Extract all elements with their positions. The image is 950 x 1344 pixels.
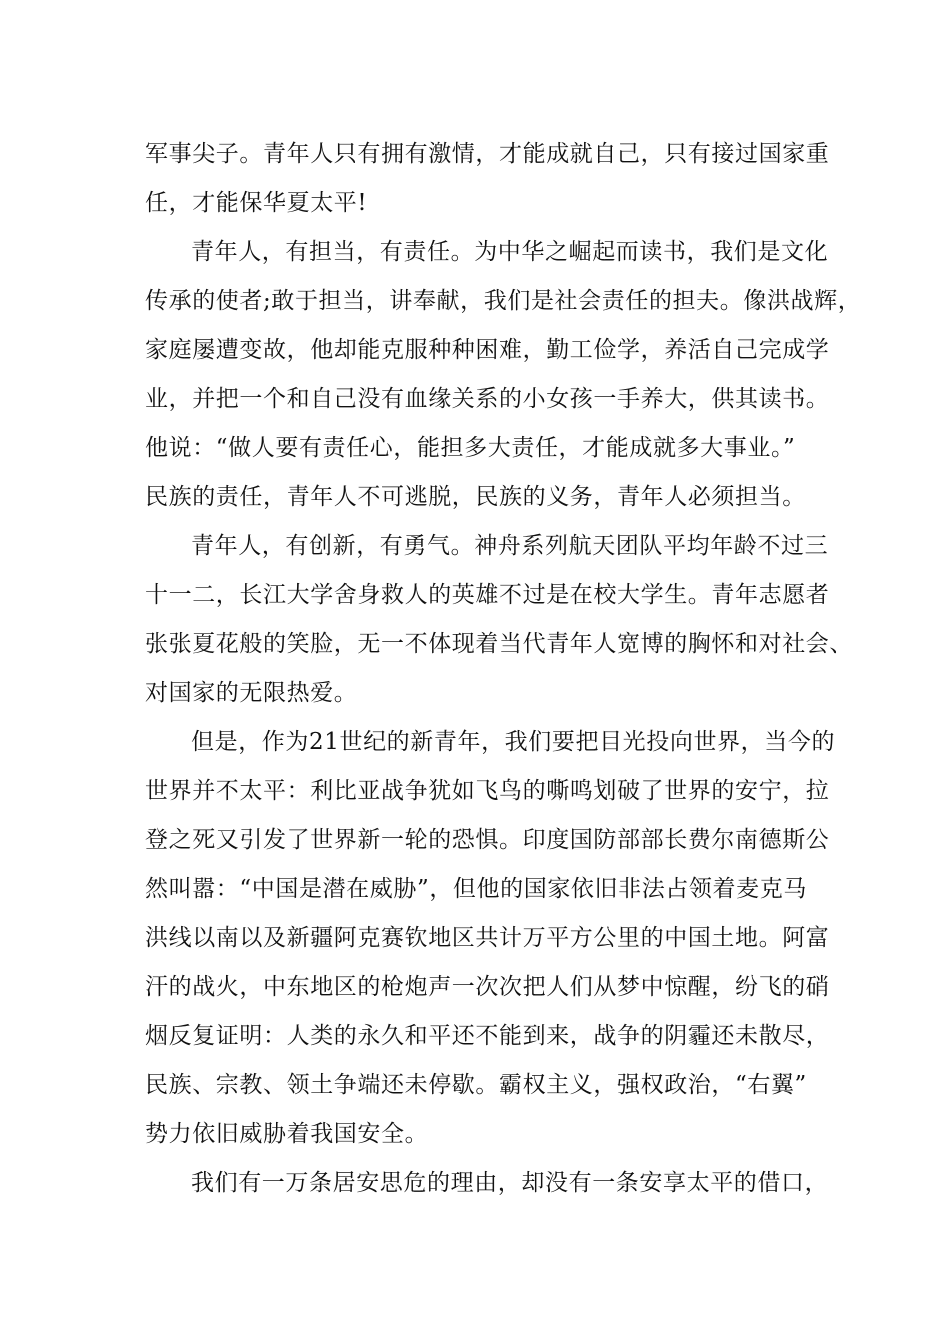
paragraph-first-line: 青年人，有创新，有勇气。神舟系列航天团队平均年龄不过三 [191,533,829,559]
text-line: 任，才能保华夏太平! [145,190,368,216]
paragraph-first-line: 青年人，有担当，有责任。为中华之崛起而读书，我们是文化 [191,239,829,265]
text-line: 民族、宗教、领土争端还未停歇。霸权主义，强权政治，“右翼” [145,1072,807,1098]
text-line: 民族的责任，青年人不可逃脱，民族的义务，青年人必须担当。 [145,484,806,510]
text-line: 烟反复证明：人类的永久和平还不能到来，战争的阴霾还未散尽， [145,1023,830,1049]
text-line: 张张夏花般的笑脸，无一不体现着当代青年人宽博的胸怀和对社会、 [145,631,853,657]
text-line: 家庭屡遭变故，他却能克服种种困难，勤工俭学，养活自己完成学 [145,337,830,363]
paragraph-first-line: 但是，作为21世纪的新青年，我们要把目光投向世界，当今的 [191,729,836,755]
text-line: 势力依旧威胁着我国安全。 [145,1121,429,1147]
text-line: 然叫嚣：“中国是潜在威胁”，但他的国家依旧非法占领着麦克马 [145,876,807,902]
text-line: 十一二，长江大学舍身救人的英雄不过是在校大学生。青年志愿者 [145,582,830,608]
text-line: 世界并不太平：利比亚战争犹如飞鸟的嘶鸣划破了世界的安宁，拉 [145,778,830,804]
document-body [145,130,862,1208]
paragraph-first-line: 我们有一万条居安思危的理由，却没有一条安享太平的借口， [191,1170,829,1196]
text-line: 业，并把一个和自己没有血缘关系的小女孩一手养大，供其读书。 [145,386,830,412]
text-line: 他说：“做人要有责任心，能担多大责任，才能成就多大事业。” [145,435,796,461]
text-line: 传承的使者;敢于担当，讲奉献，我们是社会责任的担夫。像洪战辉， [145,288,862,314]
text-line: 对国家的无限热爱。 [145,680,358,706]
text-line: 洪线以南以及新疆阿克赛钦地区共计万平方公里的中国土地。阿富 [145,925,830,951]
text-line: 登之死又引发了世界新一轮的恐惧。印度国防部部长费尔南德斯公 [145,827,830,853]
text-line: 军事尖子。青年人只有拥有激情，才能成就自己，只有接过国家重 [145,141,830,167]
text-line: 汗的战火，中东地区的枪炮声一次次把人们从梦中惊醒，纷飞的硝 [145,974,830,1000]
